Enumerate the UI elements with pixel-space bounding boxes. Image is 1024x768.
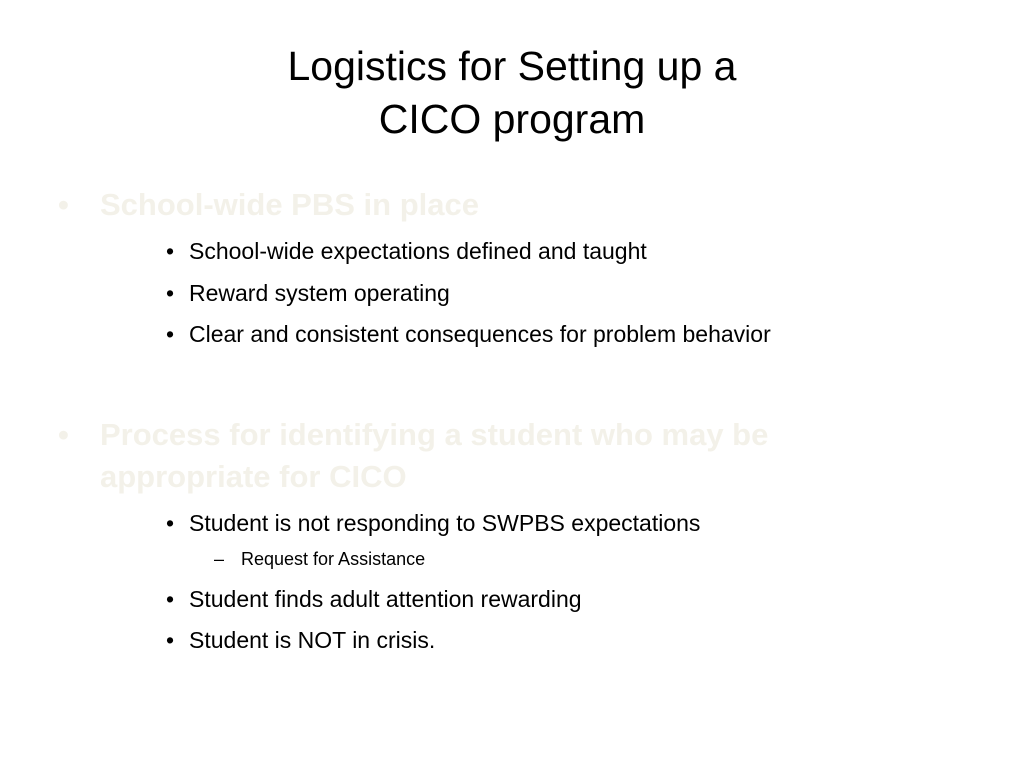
section-2-heading-line-2: appropriate for CICO — [100, 459, 407, 494]
list-item-text: Student finds adult attention rewarding — [189, 586, 582, 612]
bullet-icon: • — [166, 627, 175, 653]
bullet-icon: • — [166, 280, 175, 306]
bullet-icon: • — [166, 238, 175, 264]
bullet-icon: • — [166, 586, 175, 612]
list-item-text: Reward system operating — [189, 280, 450, 306]
list-item-text: Student is NOT in crisis. — [189, 627, 436, 653]
slide-title — [0, 40, 1024, 146]
dash-icon: – — [214, 549, 225, 569]
section-1-heading-text: School-wide PBS in place — [100, 187, 479, 222]
section-2-heading-line-1: Process for identifying a student who may be — [100, 417, 769, 452]
bullet-icon: • — [166, 321, 175, 347]
title-line-1: Logistics for Setting up a — [287, 43, 737, 89]
bullet-icon: • — [166, 510, 175, 536]
sub-list-item-text: Request for Assistance — [241, 549, 426, 569]
list-item-text: School-wide expectations defined and taught — [189, 238, 647, 264]
bullet-icon: • — [58, 417, 69, 452]
bullet-icon: • — [58, 187, 69, 222]
title-line-2: CICO program — [378, 96, 646, 142]
list-item-text: Student is not responding to SWPBS expectations — [189, 510, 701, 536]
list-item-text: Clear and consistent consequences for problem behavior — [189, 321, 771, 347]
